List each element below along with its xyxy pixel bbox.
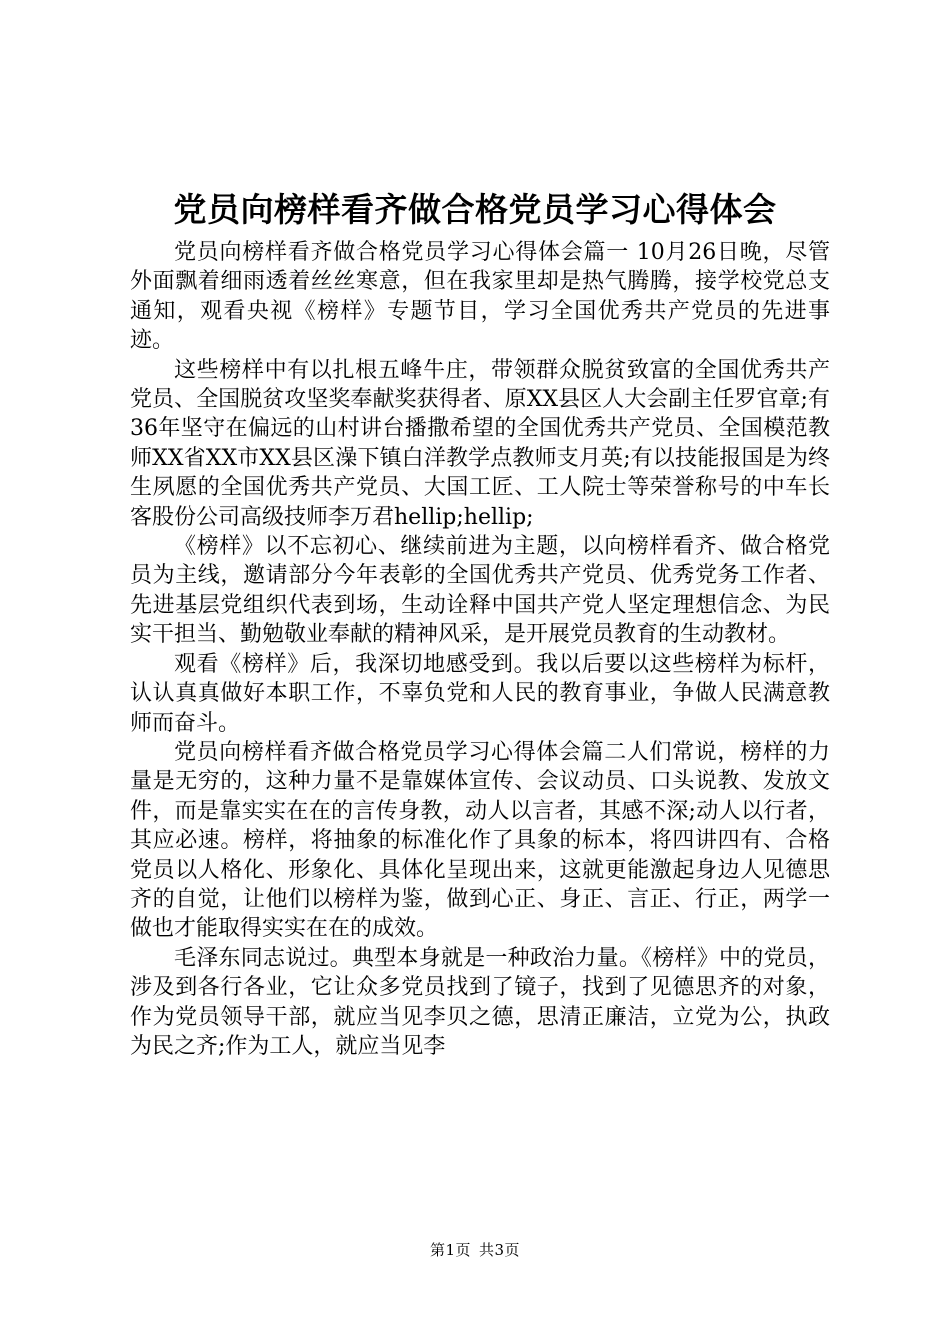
paragraph-1: 党员向榜样看齐做合格党员学习心得体会篇一 10月26日晚，尽管外面飘着细雨透着丝丝寒意，但在我家里却是热气腾腾，接学校党总支通知，观看央视《榜样》专题节目，学习全国优秀共产党员的先进事迹。 — [130, 240, 830, 354]
paragraph-6: 毛泽东同志说过。典型本身就是一种政治力量。《榜样》中的党员，涉及到各行各业，它让众多党员找到了镜子，找到了见德思齐的对象，作为党员领导干部，就应当见李贝之德，思清正廉洁，立党为公，执政为民之齐;作为工人，就应当见李 — [130, 945, 830, 1059]
paragraph-2: 这些榜样中有以扎根五峰牛庄，带领群众脱贫致富的全国优秀共产党员、全国脱贫攻坚奖奉献奖获得者、原XX县区人大会副主任罗官章;有36年坚守在偏远的山村讲台播撒希望的全国优秀共产党员、全国模范教师XX省XX市XX县区澡下镇白洋教学点教师支月英;有以技能报国是为终生夙愿的全国优秀共产党员、大国工匠、工人院士等荣誉称号的中车长客股份公司高级技师李万君hellip;hellip; — [130, 357, 830, 530]
paragraph-3: 《榜样》以不忘初心、继续前进为主题，以向榜样看齐、做合格党员为主线，邀请部分今年表彰的全国优秀共产党员、优秀党务工作者、先进基层党组织代表到场，生动诠释中国共产党人坚定理想信念、为民实干担当、勤勉敬业奉献的精神风采，是开展党员教育的生动教材。 — [130, 534, 830, 648]
document-body — [130, 238, 830, 1061]
page-footer — [0, 1240, 950, 1260]
paragraph-5: 党员向榜样看齐做合格党员学习心得体会篇二人们常说，榜样的力量是无穷的，这种力量不是靠媒体宣传、会议动员、口头说教、发放文件，而是靠实实在在的言传身教，动人以言者，其感不深;动人以行者，其应必速。榜样，将抽象的标准化作了具象的标本，将四讲四有、合格党员以人格化、形象化、具体化呈现出来，这就更能激起身边人见德思齐的自觉，让他们以榜样为鉴，做到心正、身正、言正、行正，两学一做也才能取得实实在在的成效。 — [130, 739, 830, 942]
page-total: 共3页 — [479, 1241, 521, 1259]
document-title: 党员向榜样看齐做合格党员学习心得体会 — [173, 190, 777, 229]
paragraph-4: 观看《榜样》后，我深切地感受到。我以后要以这些榜样为标杆，认认真真做好本职工作，不辜负党和人民的教育事业，争做人民满意教师而奋斗。 — [130, 651, 830, 736]
page-number: 第1页 — [429, 1241, 471, 1259]
